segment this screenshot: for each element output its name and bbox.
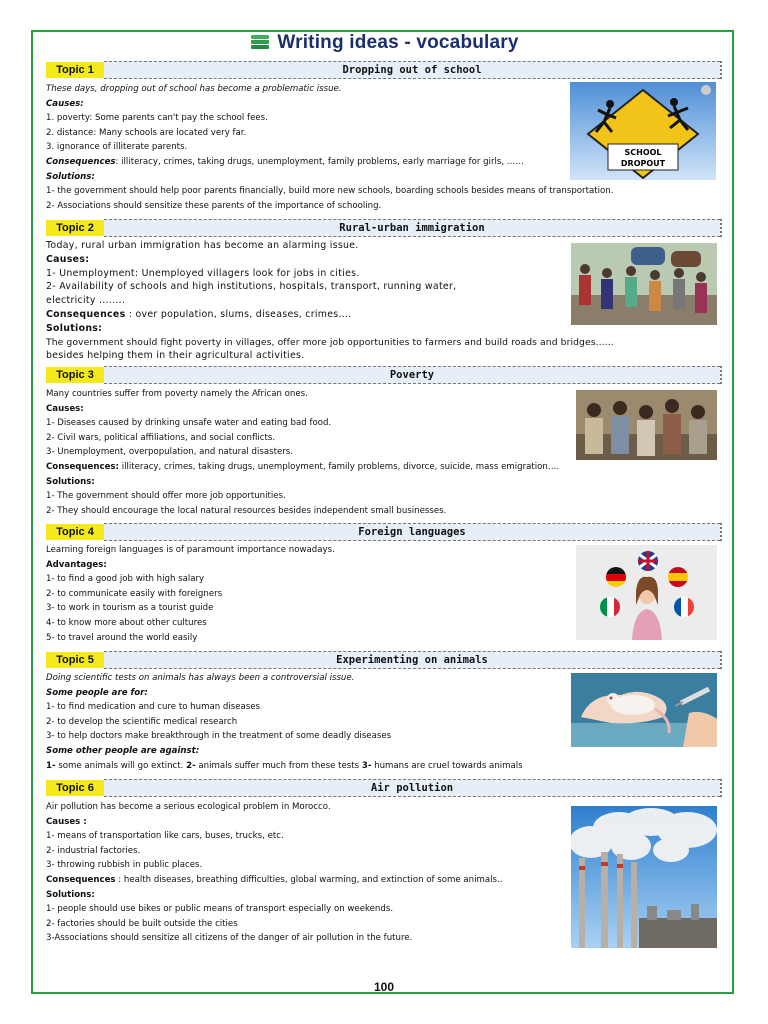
sign-text: SCHOOL [624, 148, 662, 157]
list-item: 1- Diseases caused by drinking unsafe water and eating bad food. [46, 418, 332, 429]
list-number: 2- [186, 760, 196, 771]
list-item: 3-Associations should sensitize all citizens of the danger of air pollution in the future. [46, 933, 413, 944]
consequences-label: Consequences [46, 156, 116, 167]
topic-tag: Topic 3 [46, 367, 104, 383]
topic-intro: Learning foreign languages is of paramount importance nowadays. [46, 545, 335, 555]
solutions-label: Solutions: [46, 889, 95, 900]
list-item: 3- throwing rubbish in public places. [46, 860, 203, 871]
list-item: 3- to work in tourism as a tourist guide [46, 603, 214, 614]
consequences-text: illiteracy, crimes, taking drugs, unemployment, family problems, divorce, suicide, mass emigration…. [118, 461, 560, 472]
books-icon [249, 34, 271, 50]
list-item: 4- to know more about other cultures [46, 617, 207, 628]
topic-intro: Today, rural urban immigration has become an alarming issue. [46, 240, 359, 251]
topic-tag: Topic 1 [46, 62, 104, 78]
list-item: some animals will go extinct. [55, 760, 187, 771]
page-title: Writing ideas - vocabulary [0, 32, 768, 54]
causes-label: Causes: [46, 98, 84, 109]
list-item: 1- the government should help poor parents financially, build more new schools, boarding schools besides means of transportation. [46, 186, 614, 197]
topic-heading: Dropping out of school [104, 61, 720, 79]
list-item: 1. poverty: Some parents can't pay the school fees. [46, 113, 268, 124]
list-item: 2. distance: Many schools are located very far. [46, 127, 247, 138]
consequences-label: Consequences: [46, 461, 119, 472]
consequences-text: : over population, slums, diseases, crimes…. [125, 308, 352, 320]
topic-tag: Topic 5 [46, 652, 104, 668]
list-item: 2- Civil wars, political affiliations, and social conflicts. [46, 432, 276, 443]
list-item: 2- factories should be built outside the cities [46, 918, 238, 929]
consequences-label: Consequences [46, 874, 116, 885]
topic-header [46, 219, 720, 239]
topic-intro: Doing scientific tests on animals has always been a controversial issue. [46, 673, 355, 683]
list-item: 3- Unemployment, overpopulation, and natural disasters. [46, 447, 293, 458]
uk-flag-icon [638, 551, 658, 571]
spain-flag-icon [668, 567, 688, 587]
advantages-label: Advantages: [46, 559, 107, 570]
topic-header [46, 651, 720, 671]
list-item: 1- The government should offer more job opportunities. [46, 491, 286, 502]
list-item: 1- means of transportation like cars, buses, trucks, etc. [46, 831, 284, 842]
topic-heading: Experimenting on animals [104, 651, 720, 669]
consequences-text: : illiteracy, crimes, taking drugs, unemployment, family problems, early marriage for girls, …… [115, 156, 524, 167]
list-item: 2- industrial factories. [46, 845, 141, 856]
list-item: The government should fight poverty in villages, offer more job opportunities to farmers and build roads and bridges...... [46, 336, 614, 348]
list-item: 3. ignorance of illiterate parents. [46, 142, 188, 153]
list-item: animals suffer much from these tests [195, 760, 362, 771]
solutions-label: Solutions: [46, 476, 95, 487]
list-item: electricity ........ [46, 295, 126, 307]
topic-header [46, 61, 720, 81]
topic-tag: Topic 6 [46, 780, 104, 796]
list-item: 1- to find a good job with high salary [46, 574, 205, 585]
topic-tag: Topic 2 [46, 220, 104, 236]
topic-heading: Rural-urban immigration [104, 219, 720, 237]
list-item: 2- They should encourage the local natural resources besides independent small businesses. [46, 505, 447, 516]
list-item: 1- people should use bikes or public means of transport especially on weekends. [46, 904, 394, 915]
topic-intro: Air pollution has become a serious ecological problem in Morocco. [46, 802, 331, 812]
topic-header [46, 523, 720, 543]
topic-header [46, 366, 720, 386]
topic-intro: Many countries suffer from poverty namely the African ones. [46, 389, 308, 399]
languages-flags-image [576, 545, 717, 640]
solutions-label: Solutions: [46, 322, 103, 334]
list-item: 5- to travel around the world easily [46, 632, 198, 643]
poor-children-image [576, 390, 717, 460]
causes-label: Causes: [46, 403, 84, 414]
list-number: 1- [46, 760, 56, 771]
migrants-image [571, 243, 717, 325]
topic-heading: Air pollution [104, 779, 720, 797]
list-item: 1- to find medication and cure to human diseases [46, 702, 261, 713]
consequences-label: Consequences [46, 308, 126, 320]
factory-smoke-image [571, 806, 717, 948]
against-list [46, 759, 720, 774]
for-label: Some people are for: [46, 687, 148, 698]
school-dropout-image [570, 82, 716, 180]
causes-label: Causes: [46, 253, 90, 265]
list-item: besides helping them in their agricultural activities. [46, 350, 305, 362]
list-item: humans are cruel towards animals [371, 760, 523, 771]
topic-intro: These days, dropping out of school has become a problematic issue. [46, 84, 342, 94]
solutions-label: Solutions: [46, 171, 95, 182]
against-label: Some other people are against: [46, 745, 200, 756]
causes-label: Causes : [46, 816, 87, 827]
list-item: 2- Availability of schools and high institutions, hospitals, transport, running water, [46, 281, 457, 293]
consequences-text: : health diseases, breathing difficulties, global warming, and extinction of some animals.. [115, 874, 503, 885]
list-item: 2- to develop the scientific medical research [46, 716, 238, 727]
page-number: 100 [373, 980, 395, 994]
topic-header [46, 779, 720, 799]
topic-heading: Poverty [104, 366, 720, 384]
topic-heading: Foreign languages [104, 523, 720, 541]
list-number: 3- [361, 760, 372, 771]
topic-tag: Topic 4 [46, 524, 104, 540]
list-item: 1- Unemployment: Unemployed villagers look for jobs in cities. [46, 267, 360, 279]
list-item: 2- Associations should sensitize these parents of the importance of schooling. [46, 200, 382, 211]
list-item: 3- to help doctors make breakthrough in the treatment of some deadly diseases [46, 731, 392, 742]
sign-text: DROPOUT [620, 159, 666, 168]
list-item: 2- to communicate easily with foreigners [46, 588, 223, 599]
lab-rat-image [571, 673, 717, 747]
